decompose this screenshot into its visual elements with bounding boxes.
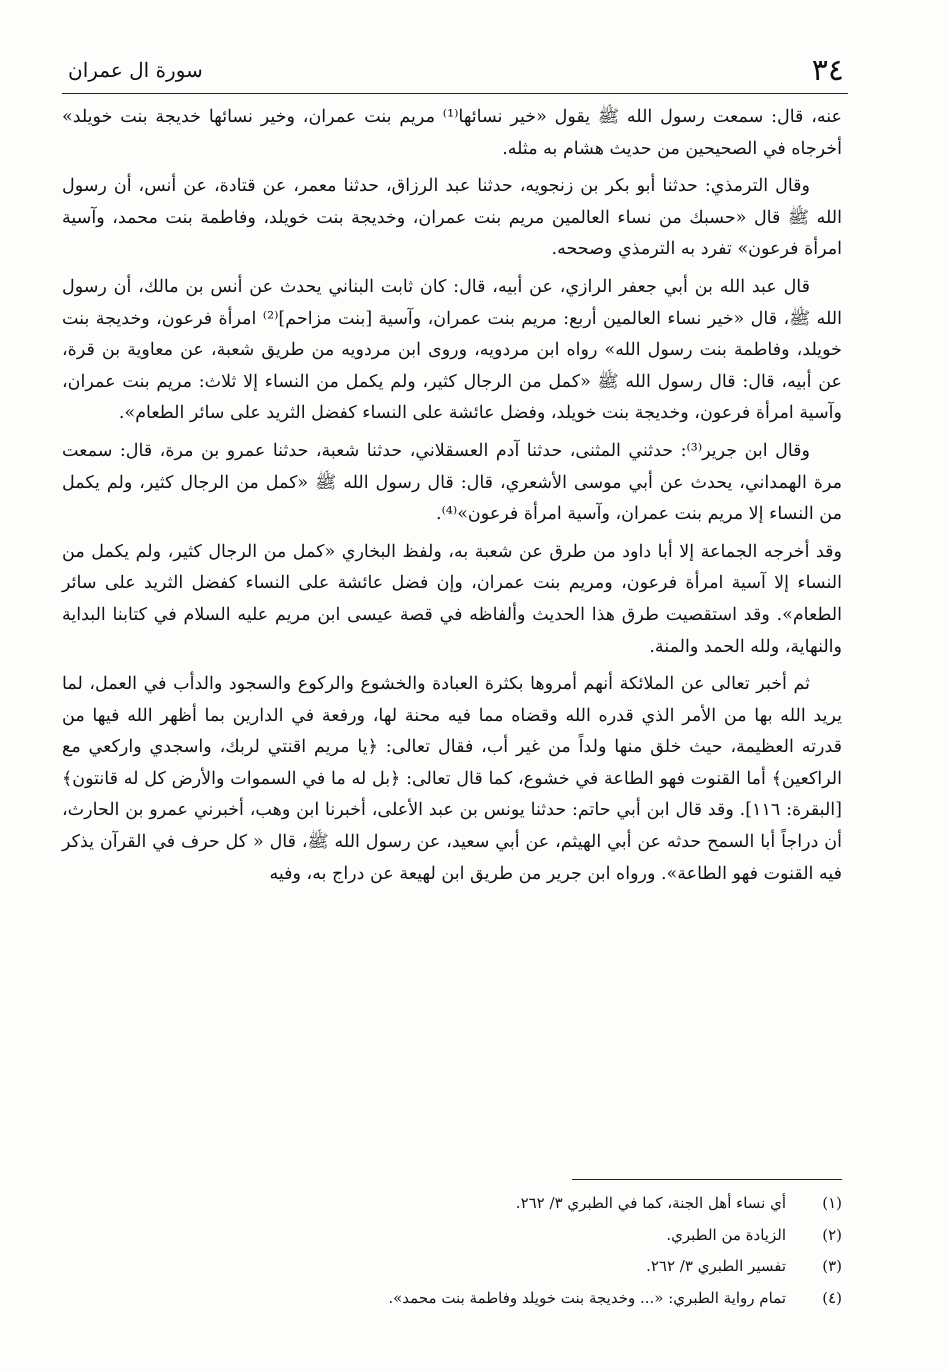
running-title: سورة ال عمران [68, 58, 203, 82]
page-number: ٣٤ [811, 53, 844, 88]
paragraph: وقال ابن جرير⁽³⁾: حدثني المثنى، حدثنا آدم العسقلاني، حدثنا شعبة، حدثنا عمرو بن مرة، قال: سمعت مرة الهمداني، يحدث عن أبي موسى الأشعري، قال: قال رسول الله ﷺ «كمل من الرجال كثير، ولم يكمل من النساء إلا مريم بنت عمران، وآسية امرأة فرعون»⁽⁴⁾. [62, 440, 842, 525]
footnote-divider [572, 1179, 842, 1180]
footnote-text: الزيادة من الطبري. [666, 1225, 786, 1244]
footnote-text: تفسير الطبري ٣/ ٢٦٢. [646, 1257, 786, 1275]
main-text [62, 102, 842, 896]
footnote [62, 1283, 842, 1315]
header-divider [62, 93, 848, 94]
paragraph: عنه، قال: سمعت رسول الله ﷺ يقول «خير نسائها⁽¹⁾ مريم بنت عمران، وخير نسائها خديجة بنت خويلد» أخرجاه في الصحيحين من حديث هشام به مثله. [62, 107, 842, 159]
page-header [62, 48, 848, 94]
paragraph: قال عبد الله بن أبي جعفر الرازي، عن أبيه، قال: كان ثابت البناني يحدث عن أنس بن مالك، أن رسول الله ﷺ، قال «خير نساء العالمين أربع: مريم بنت عمران، وآسية [بنت مزاحم]⁽²⁾ امرأة فرعون، وخديجة بنت خويلد، وفاطمة بنت رسول الله» رواه ابن مردويه، وروى ابن مردويه من طريق شعبة، عن معاوية بن قرة، عن أبيه، قال: قال رسول الله ﷺ «كمل من الرجال كثير، ولم يكمل من النساء إلا ثلاث: مريم بنت عمران، وآسية امرأة فرعون، وخديجة بنت خويلد، وفضل عائشة على النساء كفضل الثريد على سائر الطعام». [62, 276, 842, 424]
footnote-number: (٢) [822, 1225, 842, 1244]
footnote-text: أي نساء أهل الجنة، كما في الطبري ٣/ ٢٦٢. [515, 1194, 786, 1212]
footnote [62, 1251, 842, 1283]
footnotes [62, 1188, 842, 1314]
paragraph: وقال الترمذي: حدثنا أبو بكر بن زنجويه، حدثنا عبد الرزاق، حدثنا معمر، عن قتادة، عن أنس، أن رسول الله ﷺ قال «حسبك من نساء العالمين مريم بنت عمران، وخديجة بنت خويلد، وفاطمة بنت محمد، وآسية امرأة فرعون» تفرد به الترمذي وصححه. [62, 176, 842, 260]
footnote-text: تمام رواية الطبري: «... وخديجة بنت خويلد وفاطمة بنت محمد». [388, 1288, 786, 1307]
footnote [62, 1220, 842, 1252]
footnote-number: (١) [822, 1194, 842, 1212]
paragraph: وقد أخرجه الجماعة إلا أبا داود من طرق عن شعبة به، ولفظ البخاري «كمل من الرجال كثير، ولم يكمل من النساء إلا آسية امرأة فرعون، ومريم بنت عمران، وإن فضل عائشة على النساء كفضل الثريد على سائر الطعام». وقد استقصيت طرق هذا الحديث وألفاظه في قصة عيسى ابن مريم عليه السلام في كتابنا البداية والنهاية، ولله الحمد والمنة. [62, 541, 842, 657]
footnote [62, 1188, 842, 1220]
footnote-number: (٤) [822, 1288, 842, 1307]
footnote-number: (٣) [822, 1257, 842, 1275]
paragraph: ثم أخبر تعالى عن الملائكة أنهم أمروها بكثرة العبادة والخشوع والركوع والسجود والدأب في العمل، لما يريد الله بها من الأمر الذي قدره الله وقضاه مما فيه محنة لها، ورفعة في الدارين بما أظهر الله فيها من قدرته العظيمة، حيث خلق منها ولداً من غير أب، فقال تعالى: ﴿يا مريم اقنتي لربك، واسجدي واركعي مع الراكعين﴾ أما القنوت فهو الطاعة في خشوع، كما قال تعالى: ﴿بل له ما في السموات والأرض كل له قانتون﴾ [البقرة: ١١٦]. وقد قال ابن أبي حاتم: حدثنا يونس بن عبد الأعلى، أخبرنا ابن وهب، أخبرني عمرو بن الحارث، أن دراجاً أبا السمح حدثه عن أبي الهيثم، عن أبي سعيد، عن رسول الله ﷺ، قال « كل حرف في القرآن يذكر فيه القنوت فهو الطاعة». ورواه ابن جرير من طريق ابن لهيعة عن دراج به، وفيه [62, 674, 842, 884]
